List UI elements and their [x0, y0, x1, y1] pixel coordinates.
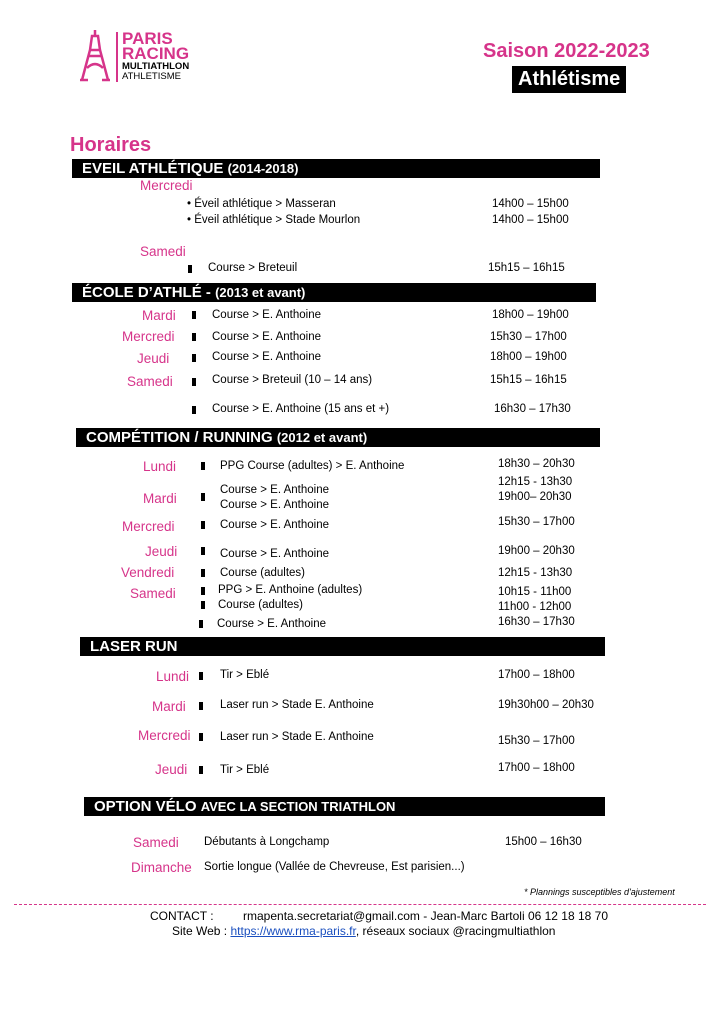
day-label: Vendredi: [121, 565, 175, 580]
section-header-competition: [76, 428, 600, 447]
schedule-time: 15h15 – 16h15: [488, 262, 565, 274]
bullet-icon: [201, 569, 205, 577]
bullet-icon: [201, 462, 205, 470]
bullet-icon: [188, 265, 192, 273]
schedule-time: 17h00 – 18h00: [498, 762, 575, 774]
schedule-time: 19h00– 20h30: [498, 491, 572, 503]
schedule-text: Débutants à Longchamp: [204, 836, 330, 848]
website-label: Site Web :: [172, 924, 228, 938]
schedule-text: Course > E. Anthoine: [212, 331, 322, 343]
schedule-time: 15h00 – 16h30: [505, 836, 582, 848]
website-line: [172, 924, 555, 938]
schedule-time: 16h30 – 17h30: [498, 616, 575, 628]
schedule-time: 14h00 – 15h00: [492, 214, 569, 226]
schedule-time: 17h00 – 18h00: [498, 669, 575, 681]
day-label: Lundi: [143, 459, 177, 474]
schedule-text: Laser run > Stade E. Anthoine: [220, 731, 374, 743]
section-years: (2014-2018): [227, 161, 299, 176]
schedule-text: Course > E. Anthoine: [220, 548, 330, 560]
day-label: Dimanche: [131, 860, 192, 875]
day-label: Mardi: [152, 699, 186, 714]
schedule-text: Course > E. Anthoine: [220, 484, 330, 496]
footnote: * Plannings susceptibles d'ajustement: [524, 887, 675, 897]
bullet-icon: [192, 378, 196, 386]
season-title: Saison 2022-2023: [483, 40, 650, 62]
bullet-icon: [199, 672, 203, 680]
section-title: COMPÉTITION / RUNNING: [86, 429, 273, 446]
section-title: OPTION VÉLO: [94, 798, 197, 815]
schedule-text: Sortie longue (Vallée de Chevreuse, Est parisien...): [204, 861, 465, 873]
schedule-time: 15h30 – 17h00: [498, 735, 575, 747]
logo: [78, 30, 218, 85]
section-header-eveil: [72, 159, 600, 178]
day-label: Jeudi: [137, 351, 170, 366]
day-label: Samedi: [130, 586, 176, 601]
day-label: Mercredi: [140, 178, 193, 193]
section-years: (2012 et avant): [276, 430, 368, 445]
day-label: Mardi: [143, 491, 177, 506]
bullet-icon: [192, 406, 196, 414]
website-link[interactable]: https://www.rma-paris.fr: [230, 924, 356, 938]
schedule-text: Course > E. Anthoine: [220, 499, 330, 511]
day-label: Mardi: [142, 308, 176, 323]
bullet-icon: [199, 766, 203, 774]
section-header-ecole: [72, 283, 596, 302]
bullet-icon: [192, 354, 196, 362]
contact-line: rmapenta.secretariat@gmail.com - Jean-Marc Bartoli 06 12 18 18 70: [243, 909, 609, 923]
schedule-text: Tir > Eblé: [220, 764, 270, 776]
page-title: Horaires: [70, 134, 152, 156]
schedule-text: PPG > E. Anthoine (adultes): [218, 584, 363, 596]
bullet-icon: [199, 620, 203, 628]
schedule-text: Course > Breteuil (10 – 14 ans): [212, 374, 373, 386]
schedule-text: Course > Breteuil: [208, 262, 298, 274]
schedule-time: 11h00 - 12h00: [498, 601, 572, 613]
schedule-text: Course > E. Anthoine (15 ans et +): [212, 403, 390, 415]
schedule-time: 15h30 – 17h00: [490, 331, 567, 343]
schedule-time: 19h00 – 20h30: [498, 545, 575, 557]
social-text: , réseaux sociaux @racingmultiathlon: [355, 924, 556, 938]
day-label: Samedi: [140, 244, 186, 259]
section-subtitle: AVEC LA SECTION TRIATHLON: [200, 799, 396, 814]
schedule-text: Course > E. Anthoine: [217, 618, 327, 630]
schedule-text: Course > E. Anthoine: [212, 309, 322, 321]
schedule-time: 16h30 – 17h30: [494, 403, 571, 415]
schedule-text: Course (adultes): [220, 567, 306, 579]
schedule-time: 19h30h00 – 20h30: [498, 699, 594, 711]
section-years: (2013 et avant): [215, 285, 306, 300]
schedule-text: Course > E. Anthoine: [212, 351, 322, 363]
section-title: LASER RUN: [90, 638, 178, 655]
schedule-text: Course (adultes): [218, 599, 304, 611]
schedule-time: 12h15 - 13h30: [498, 476, 573, 488]
section-header-laser: [80, 637, 605, 656]
schedule-time: 10h15 - 11h00: [498, 586, 572, 598]
bullet-icon: [201, 547, 205, 555]
bullet-icon: [199, 733, 203, 741]
bullet-icon: [201, 601, 205, 609]
section-title: ÉCOLE D’ATHLÉ -: [82, 284, 211, 301]
schedule-text: Tir > Eblé: [220, 669, 270, 681]
logo-line-4: ATHLETISME: [122, 71, 181, 82]
schedule-time: 18h00 – 19h00: [490, 351, 567, 363]
schedule-time: 15h15 – 16h15: [490, 374, 567, 386]
bullet-icon: [201, 521, 205, 529]
discipline-badge: Athlétisme: [512, 66, 626, 93]
schedule-text: PPG Course (adultes) > E. Anthoine: [220, 460, 405, 472]
bullet-icon: [192, 333, 196, 341]
bullet-icon: [201, 587, 205, 595]
schedule-time: 18h30 – 20h30: [498, 458, 575, 470]
logo-line-1: PARIS: [122, 29, 173, 48]
logo-line-2: RACING: [122, 44, 190, 63]
day-label: Lundi: [156, 669, 190, 684]
schedule-text: Laser run > Stade E. Anthoine: [220, 699, 374, 711]
contact-label: CONTACT :: [150, 909, 214, 923]
day-label: Samedi: [133, 835, 179, 850]
schedule-text: • Éveil athlétique > Stade Mourlon: [187, 214, 361, 226]
eiffel-tower-icon: [78, 30, 112, 82]
day-label: Samedi: [127, 374, 173, 389]
day-label: Mercredi: [138, 728, 191, 743]
logo-line-3: MULTIATHLON: [122, 61, 190, 72]
schedule-time: 12h15 - 13h30: [498, 567, 573, 579]
day-label: Jeudi: [155, 762, 188, 777]
logo-divider: [116, 32, 118, 82]
schedule-text: • Éveil athlétique > Masseran: [187, 198, 336, 210]
schedule-time: 15h30 – 17h00: [498, 516, 575, 528]
day-label: Jeudi: [145, 544, 178, 559]
section-header-velo: [84, 797, 605, 816]
bullet-icon: [201, 493, 205, 501]
day-label: Mercredi: [122, 519, 175, 534]
schedule-time: 18h00 – 19h00: [492, 309, 569, 321]
schedule-text: Course > E. Anthoine: [220, 519, 330, 531]
bullet-icon: [192, 311, 196, 319]
section-title: EVEIL ATHLÉTIQUE: [82, 160, 224, 177]
divider: [14, 904, 706, 905]
schedule-time: 14h00 – 15h00: [492, 198, 569, 210]
bullet-icon: [199, 702, 203, 710]
day-label: Mercredi: [122, 329, 175, 344]
